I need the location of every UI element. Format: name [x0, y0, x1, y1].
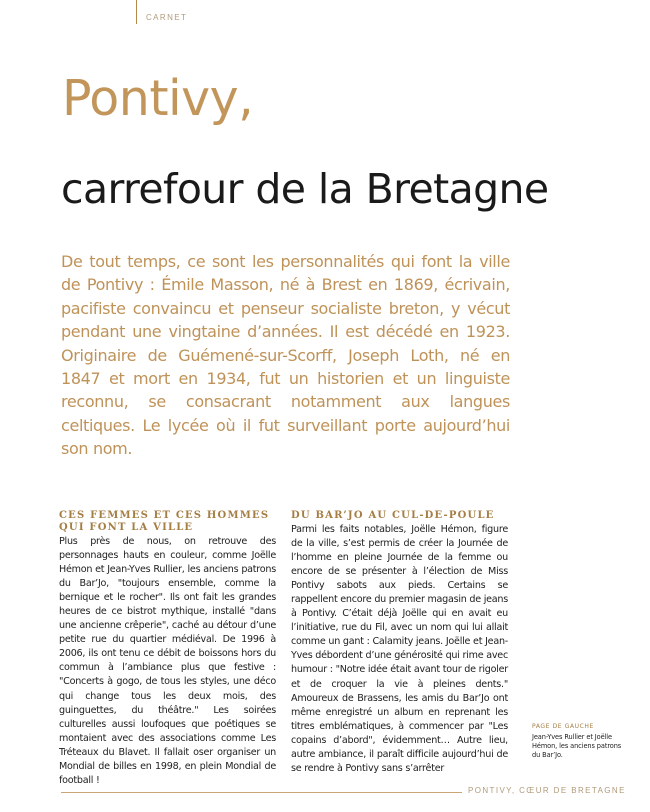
lede-paragraph: De tout temps, ce sont les personnalités qui font la ville de Pontivy : Émile Masson, né à Brest en 1869, écrivain, pacifiste convaincu et penseur socialiste breton, y vécut pendant une vingtaine d’années. Il est décédé en 1923. Originaire de Guémené-sur-Scorff, Joseph Loth, né en 1847 et mort en 1934, fut un historien et un linguiste reconnu, se consacrant notamment aux langues celtiques. Le lycée où il fut surveillant porte aujourd’hui son nom.: [61, 252, 510, 459]
right-column: [291, 510, 508, 776]
footer-label: PONTIVY, CŒUR DE BRETAGNE: [468, 786, 626, 795]
left-column-heading: CES FEMMES ET CES HOMMES QUI FONT LA VILLE: [59, 510, 270, 533]
left-column: [59, 510, 276, 788]
section-label: CARNET: [146, 13, 188, 22]
caption-label: PAGE DE GAUCHE: [532, 723, 594, 730]
footer-rule: [61, 792, 462, 793]
page-subtitle: carrefour de la Bretagne: [61, 165, 549, 213]
page-title: Pontivy,: [62, 70, 254, 127]
header-rule: [136, 0, 137, 24]
left-column-body: Plus près de nous, on retrouve des personnages hauts en couleur, comme Joëlle Hémon et Jean-Yves Rullier, les anciens patrons du Bar’Jo, "toujours ensemble, comme la bernique et le rocher". Ils ont fait les grandes heures de ce bistrot mythique, installé "dans une ancienne crêperie", caché au détour d’une petite rue du quartier médiéval. De 1996 à 2006, ils ont tenu ce débit de boissons hors du commun à l’ambiance plus que festive : "Concerts à gogo, de tous les styles, une déco qui change tous les deux mois, des guinguettes, du théâtre." Les soirées culturelles aussi loufoques que poétiques se montaient avec des associations comme Les Tréteaux du Blavet. Il fallait oser organiser un Mondial de billes en 1998, en plein Mondial de football !: [59, 536, 276, 786]
photo-caption: [532, 723, 624, 760]
right-column-heading: DU BAR’JO AU CUL-DE-POULE: [291, 510, 495, 521]
caption-text: Jean-Yves Rullier et Joëlle Hémon, les anciens patrons du Bar’Jo.: [532, 733, 622, 759]
right-column-body: Parmi les faits notables, Joëlle Hémon, figure de la ville, s’est permis de créer la Journée de l’homme en pleine Journée de la femme ou encore de se présenter à l’élection de Miss Pontivy sabots aux pieds. Certains se rappellent encore du premier magasin de jeans à Pontivy. C’était déjà Joëlle qui en avait eu l’initiative, rue du Fil, avec un nom qui lui allait comme un gant : Calamity jeans. Joëlle et Jean-Yves débordent d’une générosité qui rime avec humour : "Notre idée était avant tour de rigoler et de croquer la vie à pleines dents." Amoureux de Brassens, les amis du Bar’Jo ont même enregistré un album en reprenant les titres emblématiques, à commencer par "Les copains d’abord", évidemment… Autre lieu, autre ambiance, il paraît difficile aujourd’hui de se rendre à Pontivy sans s’arrêter: [291, 524, 508, 774]
